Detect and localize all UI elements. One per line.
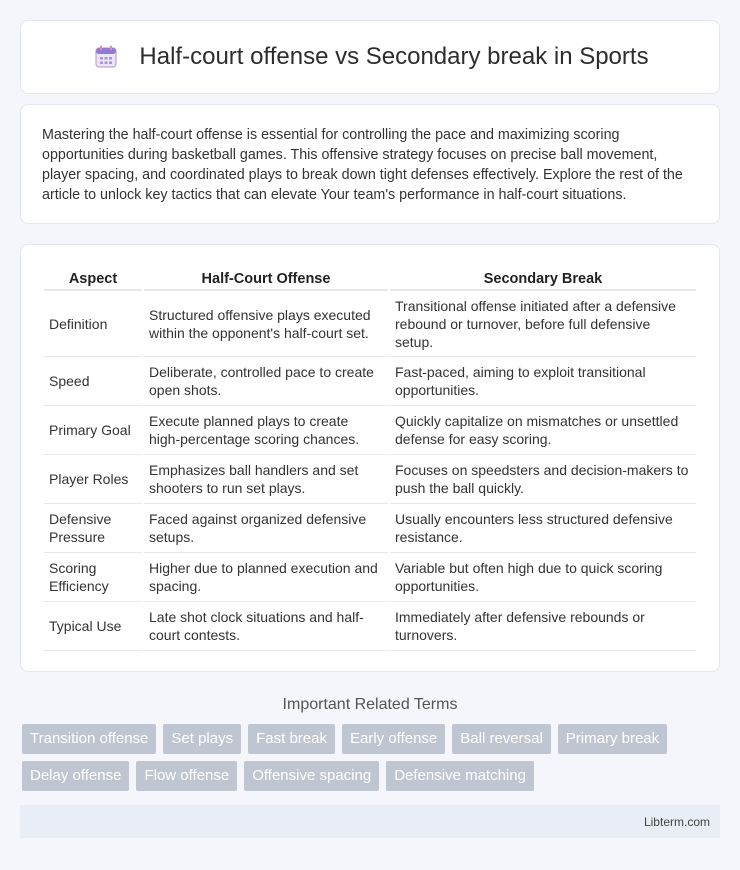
table-row xyxy=(44,553,696,602)
page-title: Half-court offense vs Secondary break in Sports xyxy=(139,43,649,70)
half-court-cell: Deliberate, controlled pace to create open shots. xyxy=(144,357,388,406)
comparison-table-card xyxy=(20,244,720,672)
secondary-break-cell: Immediately after defensive rebounds or turnovers. xyxy=(390,602,696,651)
tag-early-offense[interactable]: Early offense xyxy=(342,724,445,754)
related-terms-list xyxy=(22,724,720,791)
tag-transition-offense[interactable]: Transition offense xyxy=(22,724,156,754)
tag-flow-offense[interactable]: Flow offense xyxy=(136,761,237,791)
secondary-break-cell: Quickly capitalize on mismatches or unsettled defense for easy scoring. xyxy=(390,406,696,455)
related-terms-title: Important Related Terms xyxy=(282,696,458,713)
intro-card xyxy=(20,104,720,224)
table-row xyxy=(44,455,696,504)
footer xyxy=(20,805,720,838)
tag-primary-break[interactable]: Primary break xyxy=(558,724,667,754)
secondary-break-cell: Variable but often high due to quick scoring opportunities. xyxy=(390,553,696,602)
tag-delay-offense[interactable]: Delay offense xyxy=(22,761,129,791)
secondary-break-cell: Focuses on speedsters and decision-makers to push the ball quickly. xyxy=(390,455,696,504)
half-court-cell: Execute planned plays to create high-percentage scoring chances. xyxy=(144,406,388,455)
tag-set-plays[interactable]: Set plays xyxy=(163,724,241,754)
aspect-cell: Definition xyxy=(44,291,142,357)
table-header-row xyxy=(44,265,696,291)
tag-offensive-spacing[interactable]: Offensive spacing xyxy=(244,761,379,791)
tag-defensive-matching[interactable]: Defensive matching xyxy=(386,761,534,791)
secondary-break-cell: Fast-paced, aiming to exploit transitional opportunities. xyxy=(390,357,696,406)
half-court-cell: Emphasizes ball handlers and set shooters to run set plays. xyxy=(144,455,388,504)
table-row xyxy=(44,291,696,357)
half-court-cell: Higher due to planned execution and spacing. xyxy=(144,553,388,602)
aspect-cell: Typical Use xyxy=(44,602,142,651)
half-court-cell: Faced against organized defensive setups. xyxy=(144,504,388,553)
half-court-cell: Structured offensive plays executed within the opponent's half-court set. xyxy=(144,291,388,357)
header-half-court: Half-Court Offense xyxy=(144,265,388,291)
title-card xyxy=(20,20,720,94)
calendar-icon xyxy=(91,42,121,72)
secondary-break-cell: Transitional offense initiated after a defensive rebound or turnover, before full defensive setup. xyxy=(390,291,696,357)
secondary-break-cell: Usually encounters less structured defensive resistance. xyxy=(390,504,696,553)
aspect-cell: Player Roles xyxy=(44,455,142,504)
tag-ball-reversal[interactable]: Ball reversal xyxy=(452,724,551,754)
table-row xyxy=(44,357,696,406)
aspect-cell: Defensive Pressure xyxy=(44,504,142,553)
table-row xyxy=(44,406,696,455)
aspect-cell: Speed xyxy=(44,357,142,406)
intro-paragraph: Mastering the half-court offense is essential for controlling the pace and maximizing scoring opportunities during basketball games. This offensive strategy focuses on precise ball movement, player spacing, and coordinated plays to break down tight defenses effectively. Explore the rest of the article to unlock key tactics that can elevate Your team's performance in half-court situations. xyxy=(42,127,683,203)
header-aspect: Aspect xyxy=(44,265,142,291)
header-secondary-break: Secondary Break xyxy=(390,265,696,291)
table-row xyxy=(44,504,696,553)
aspect-cell: Primary Goal xyxy=(44,406,142,455)
comparison-table xyxy=(42,265,698,651)
table-row xyxy=(44,602,696,651)
tag-fast-break[interactable]: Fast break xyxy=(248,724,335,754)
aspect-cell: Scoring Efficiency xyxy=(44,553,142,602)
footer-site-link[interactable]: Libterm.com xyxy=(643,814,710,829)
half-court-cell: Late shot clock situations and half-court contests. xyxy=(144,602,388,651)
